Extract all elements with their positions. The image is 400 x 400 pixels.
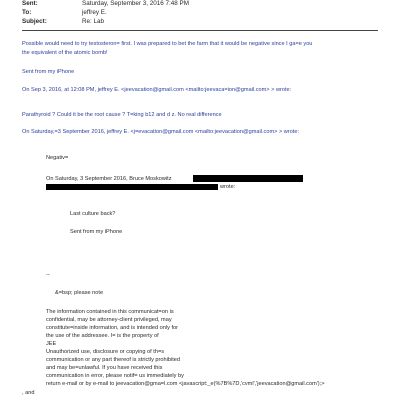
signature-dashes: -- (46, 272, 50, 278)
subject-label: Subject: (22, 18, 47, 25)
header-subject-row (22, 18, 104, 26)
sent-from-iphone-2: Sent from my iPhone (70, 229, 123, 235)
header-sent-row (22, 0, 189, 8)
disclaimer-line-2: confidential, may be attorney-client privileged, may (46, 317, 172, 323)
disclaimer-line-8: and may be=unlawful. If you have received this (46, 365, 163, 371)
quoted-wrote-2: On Saturday,=3 September 2016, jeffrey E. <j=evacation@gmail.com <mailto:jeevacation@gmail.com> > wrote: (22, 129, 299, 135)
disclaimer-line-3: constitute=inside information, and is intended only for (46, 325, 178, 331)
disclaimer-line-6: Unauthorized use, disclosure or copying of th=s (46, 349, 165, 355)
redaction-bar-1 (193, 175, 303, 182)
redaction-bar-2 (46, 184, 218, 190)
disclaimer-line-1: The information contained in this communicat=on is (46, 309, 174, 315)
parathyroid-line: Parathyroid ? Could it be the root cause ? T=king b12 and d z. No real difference (22, 112, 222, 118)
disclaimer-line-4: the use of the addressee. I= is the property of (46, 333, 159, 339)
subject-value: Re: Lab (82, 18, 105, 25)
reply-line-2: the equivalent of the atomic bomb! (22, 50, 108, 56)
disclaimer-line-9: communication in error, please notif= us immediately by (46, 373, 184, 379)
disclaimer-line-10: return e-mail or by e-mail to jeevacation@gma=l.com <javascript:_e(%7B%7D,'cvml','jeevacation@gmail.com');> (46, 381, 325, 387)
disclaimer-line-5: JEE (46, 341, 57, 347)
sent-value: Saturday, September 3, 2016 7:48 PM (82, 0, 189, 7)
quoted-wrote-3-suffix: wrote: (220, 184, 236, 190)
reply-line-1: Possible would need to try testosteron= first. I was prepared to bet the farm that it would be negative since I ga=e you (22, 41, 313, 47)
disclaimer-line-11: , and (22, 390, 35, 396)
quoted-wrote-1: On Sep 3, 2016, at 12:08 PM, jeffrey E. <jeevacation@gmail.com <mailto:jeevaca=ion@gmail.com> > wrote: (22, 87, 292, 93)
to-label: To: (22, 9, 32, 16)
last-culture-line: Last culture back? (70, 211, 116, 217)
header-to-row (22, 9, 107, 17)
to-value: jeffrey E. (82, 9, 107, 16)
sent-label: Sent: (22, 0, 38, 7)
sent-from-iphone-1: Sent from my iPhone (22, 69, 75, 75)
header-divider (22, 30, 378, 31)
negativ-line: Negativ= (46, 155, 69, 161)
disclaimer-line-7: communication or any part thereof is strictly prohibited (46, 357, 180, 363)
quoted-wrote-3-prefix: On Saturday, 3 September 2016, Bruce Moskowitz (46, 176, 172, 182)
please-note-line: &=bsp; please note (55, 290, 104, 296)
